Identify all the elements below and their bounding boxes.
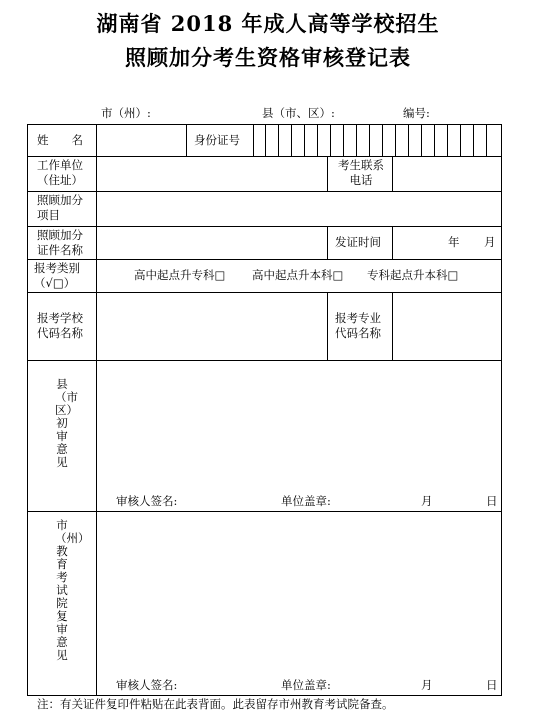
bonus-cert-label-line-1: 照顾加分 (37, 228, 83, 242)
phone-label-line-2: 电话 (349, 173, 373, 187)
bonus-item-label-line-1: 照顾加分 (37, 193, 83, 207)
city-label: 市（州）: (101, 106, 151, 120)
phone-label (333, 158, 389, 188)
county-seal-label: 单位盖章: (281, 494, 331, 508)
city-seal-label: 单位盖章: (281, 678, 331, 692)
bonus-cert-field[interactable] (97, 227, 327, 259)
school-code-label-line-1: 报考学校 (37, 311, 83, 325)
category-label (34, 261, 80, 291)
bonus-cert-label (37, 228, 83, 258)
work-unit-label (37, 158, 83, 188)
form-title-line-1: 湖南省 2018 年成人高等学校招生 (96, 11, 440, 36)
work-unit-label-line-2: （住址） (37, 173, 83, 187)
city-reviewer-label: 审核人签名: (116, 678, 178, 692)
issue-month-label: 月 (484, 235, 496, 249)
school-code-field[interactable] (97, 293, 327, 360)
footer-note: 注：有关证件复印件粘贴在此表背面。此表留存市州教育考试院备查。 (37, 697, 394, 711)
issue-year-label: 年 (448, 235, 460, 249)
bonus-item-field[interactable] (97, 192, 501, 226)
work-unit-field[interactable] (97, 157, 327, 191)
category-option-bachelor[interactable]: 高中起点升本科□ (252, 268, 344, 282)
category-option-college[interactable]: 高中起点升专科□ (134, 268, 226, 282)
phone-field[interactable] (393, 157, 501, 191)
county-label: 县（市、区）: (262, 106, 335, 120)
city-month-label: 月 (421, 678, 433, 692)
number-label: 编号: (403, 106, 430, 120)
county-review-field[interactable] (97, 361, 501, 491)
school-code-label-line-2: 代码名称 (37, 326, 83, 340)
county-review-label: 县（市区）初审意见 (55, 377, 78, 469)
category-label-line-1: 报考类别 (34, 261, 80, 275)
county-reviewer-label: 审核人签名: (116, 494, 178, 508)
issue-time-label: 发证时间 (335, 235, 381, 249)
county-month-label: 月 (421, 494, 433, 508)
bonus-cert-label-line-2: 证件名称 (37, 243, 83, 257)
city-review-label: 市（州）教育考试院复审意见 (55, 518, 90, 662)
bonus-item-label (37, 193, 83, 223)
id-number-label: 身份证号 (194, 133, 240, 147)
category-option-upgrade[interactable]: 专科起点升本科□ (367, 268, 459, 282)
city-day-label: 日 (486, 678, 498, 692)
bonus-item-label-line-2: 项目 (37, 208, 60, 222)
major-code-label-line-1: 报考专业 (335, 311, 381, 325)
category-label-line-2: （√□） (34, 276, 76, 290)
major-code-label (335, 311, 381, 341)
city-review-field[interactable] (97, 512, 501, 675)
name-label: 姓 名 (37, 133, 83, 147)
major-code-field[interactable] (393, 293, 501, 360)
form-title-line-2: 照顾加分考生资格审核登记表 (125, 45, 411, 70)
phone-label-line-1: 考生联系 (338, 158, 384, 172)
county-day-label: 日 (486, 494, 498, 508)
name-field[interactable] (97, 125, 186, 156)
id-number-field[interactable] (254, 125, 501, 156)
school-code-label (37, 311, 83, 341)
work-unit-label-line-1: 工作单位 (37, 158, 83, 172)
major-code-label-line-2: 代码名称 (335, 326, 381, 340)
